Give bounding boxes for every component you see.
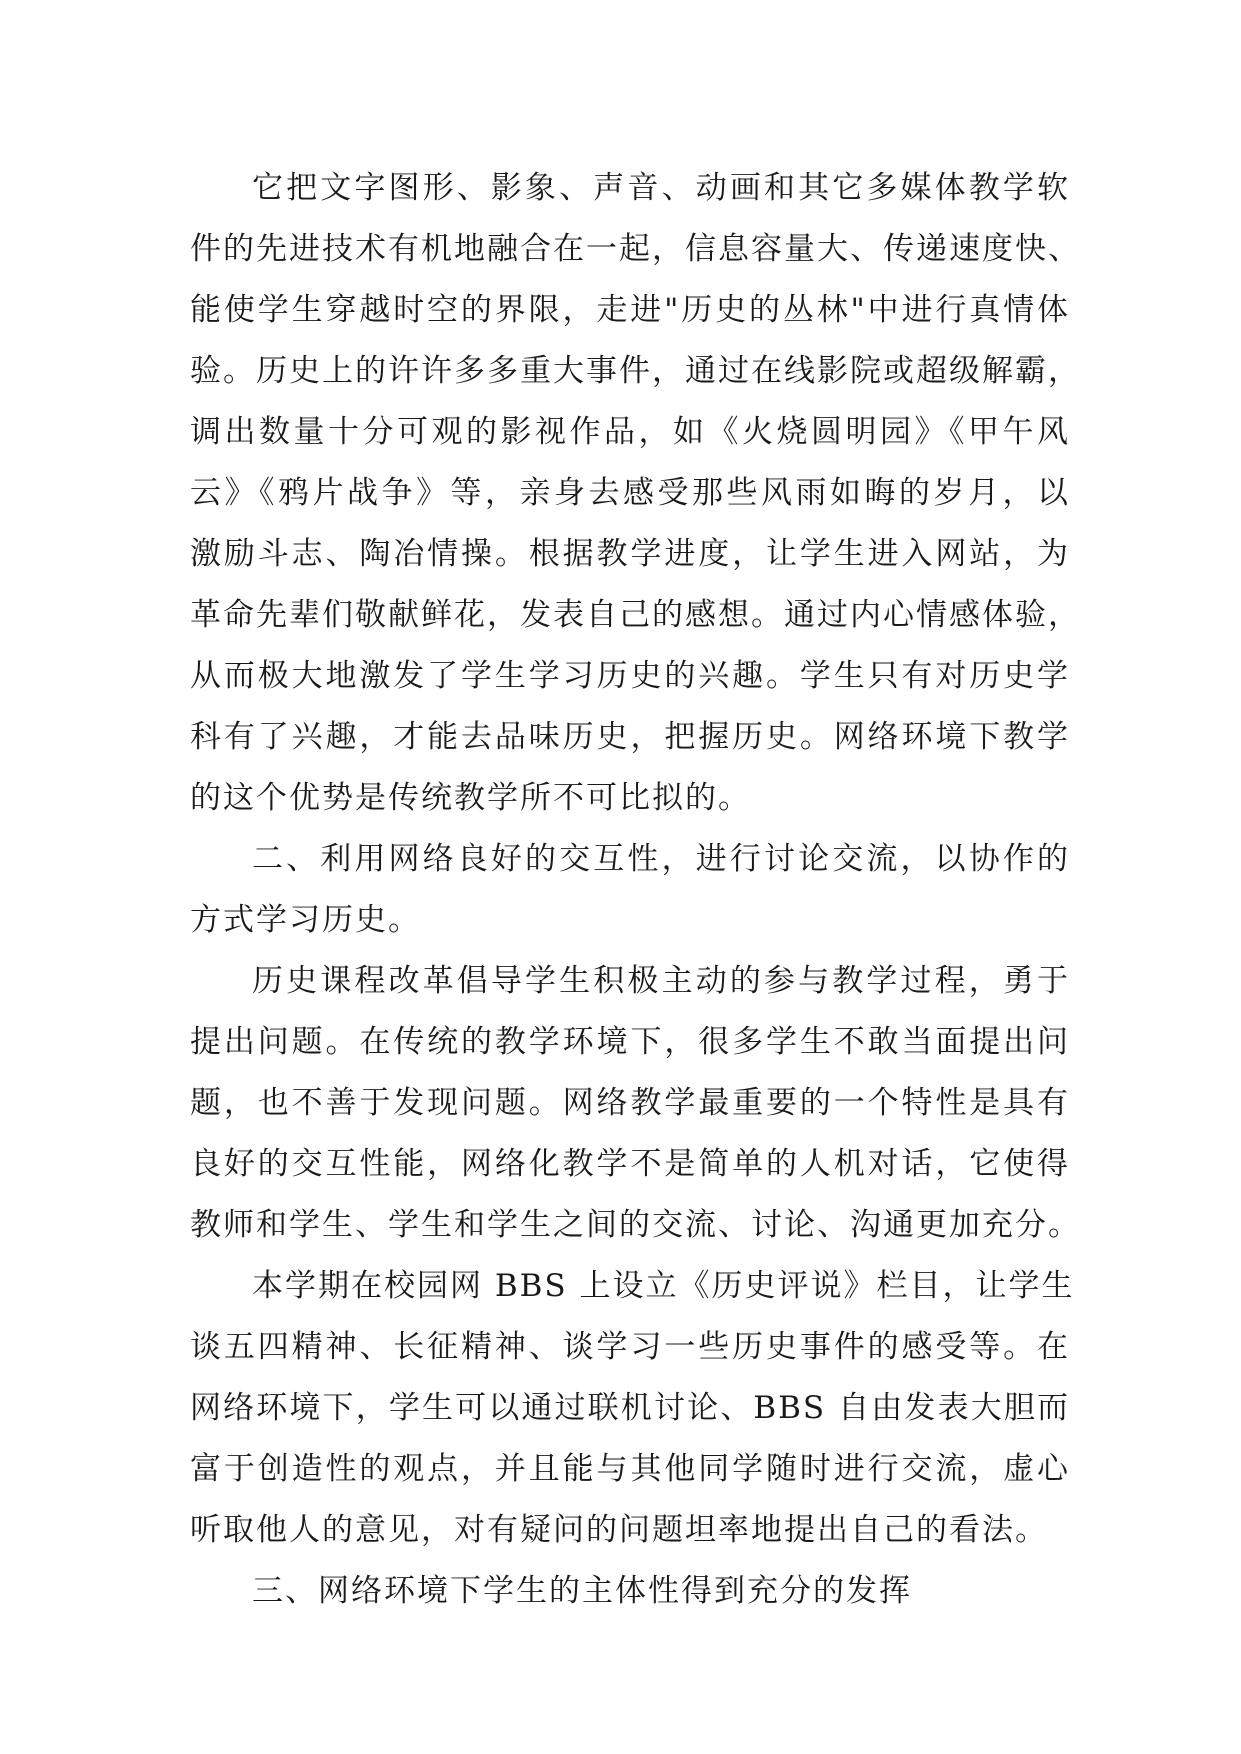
- paragraph-line: 验。历史上的许许多多重大事件，通过在线影院或超级解霸，: [190, 353, 1081, 389]
- paragraph-line: 富于创造性的观点，并且能与其他同学随时进行交流，虚心: [190, 1451, 1070, 1487]
- paragraph-line: 听取他人的意见，对有疑问的问题坦率地提出自己的看法。: [190, 1512, 1048, 1548]
- paragraph-line: 的这个优势是传统教学所不可比拟的。: [190, 780, 751, 816]
- paragraph-line: 良好的交互性能，网络化教学不是简单的人机对话，它使得: [190, 1146, 1070, 1182]
- paragraph-line: 网络环境下，学生可以通过联机讨论、BBS 自由发表大胆而: [190, 1390, 1070, 1426]
- paragraph-line: 革命先辈们敬献鲜花，发表自己的感想。通过内心情感体验，: [190, 597, 1081, 633]
- paragraph-line: 云》《鸦片战争》等，亲身去感受那些风雨如晦的岁月，以: [190, 475, 1070, 511]
- section-heading-line: 二、利用网络良好的交互性，进行讨论交流，以协作的: [252, 841, 1070, 877]
- document-body: [190, 158, 1081, 1622]
- paragraph-line: 件的先进技术有机地融合在一起，信息容量大、传递速度快、: [190, 231, 1081, 267]
- section-heading-line: 三、网络环境下学生的主体性得到充分的发挥: [252, 1573, 912, 1609]
- paragraph-line: 激励斗志、陶冶情操。根据教学进度，让学生进入网站，为: [190, 536, 1070, 572]
- paragraph-line: 科有了兴趣，才能去品味历史，把握历史。网络环境下教学: [190, 719, 1070, 755]
- paragraph-line: 它把文字图形、影象、声音、动画和其它多媒体教学软: [252, 170, 1070, 206]
- paragraph-line: 能使学生穿越时空的界限，走进"历史的丛林"中进行真情体: [190, 292, 1070, 328]
- paragraph-line: 本学期在校园网 BBS 上设立《历史评说》栏目，让学生: [252, 1268, 1075, 1304]
- section-heading-line: 方式学习历史。: [190, 902, 421, 938]
- paragraph-line: 从而极大地激发了学生学习历史的兴趣。学生只有对历史学: [190, 658, 1070, 694]
- paragraph-line: 题，也不善于发现问题。网络教学最重要的一个特性是具有: [190, 1085, 1070, 1121]
- paragraph-line: 历史课程改革倡导学生积极主动的参与教学过程，勇于: [252, 963, 1070, 999]
- paragraph-line: 提出问题。在传统的教学环境下，很多学生不敢当面提出问: [190, 1024, 1070, 1060]
- paragraph-line: 谈五四精神、长征精神、谈学习一些历史事件的感受等。在: [190, 1329, 1070, 1365]
- paragraph-line: 教师和学生、学生和学生之间的交流、讨论、沟通更加充分。: [190, 1207, 1081, 1243]
- paragraph-line: 调出数量十分可观的影视作品，如《火烧圆明园》《甲午风: [190, 414, 1070, 450]
